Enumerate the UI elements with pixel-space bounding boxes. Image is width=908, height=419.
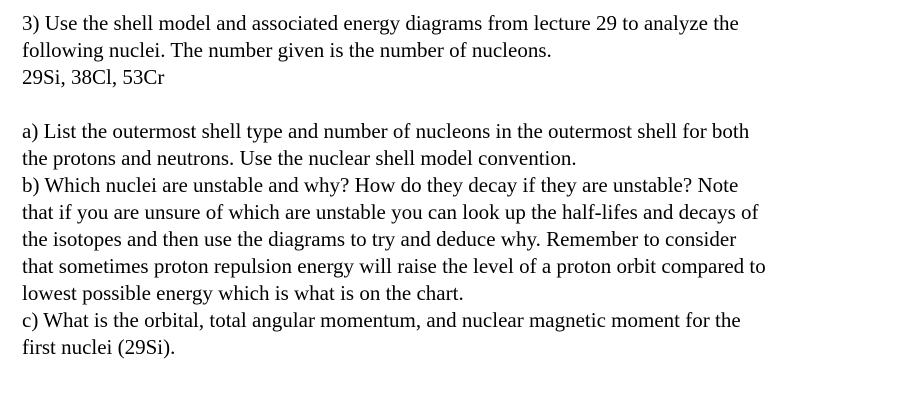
part-b-line: b) Which nuclei are unstable and why? How do they decay if they are unstable? Note bbox=[22, 173, 739, 197]
intro-line: 3) Use the shell model and associated energy diagrams from lecture 29 to analyze the bbox=[22, 11, 739, 35]
part-b-line: the isotopes and then use the diagrams to try and deduce why. Remember to consider bbox=[22, 227, 737, 251]
part-b-line: lowest possible energy which is what is on the chart. bbox=[22, 281, 464, 305]
question-parts bbox=[22, 118, 902, 361]
intro-line: following nuclei. The number given is the number of nucleons. bbox=[22, 38, 552, 62]
part-a-line: a) List the outermost shell type and number of nucleons in the outermost shell for both bbox=[22, 119, 750, 143]
part-c-line: c) What is the orbital, total angular momentum, and nuclear magnetic moment for the bbox=[22, 308, 741, 332]
nuclei-list: 29Si, 38Cl, 53Cr bbox=[22, 65, 165, 89]
part-b-line: that if you are unsure of which are unstable you can look up the half-lifes and decays of bbox=[22, 200, 759, 224]
part-a-line: the protons and neutrons. Use the nuclear shell model convention. bbox=[22, 146, 577, 170]
question-intro bbox=[22, 10, 902, 91]
part-c-line: first nuclei (29Si). bbox=[22, 335, 176, 359]
paragraph-gap bbox=[22, 91, 902, 118]
part-b-line: that sometimes proton repulsion energy will raise the level of a proton orbit compared to bbox=[22, 254, 766, 278]
document-body bbox=[22, 10, 902, 361]
